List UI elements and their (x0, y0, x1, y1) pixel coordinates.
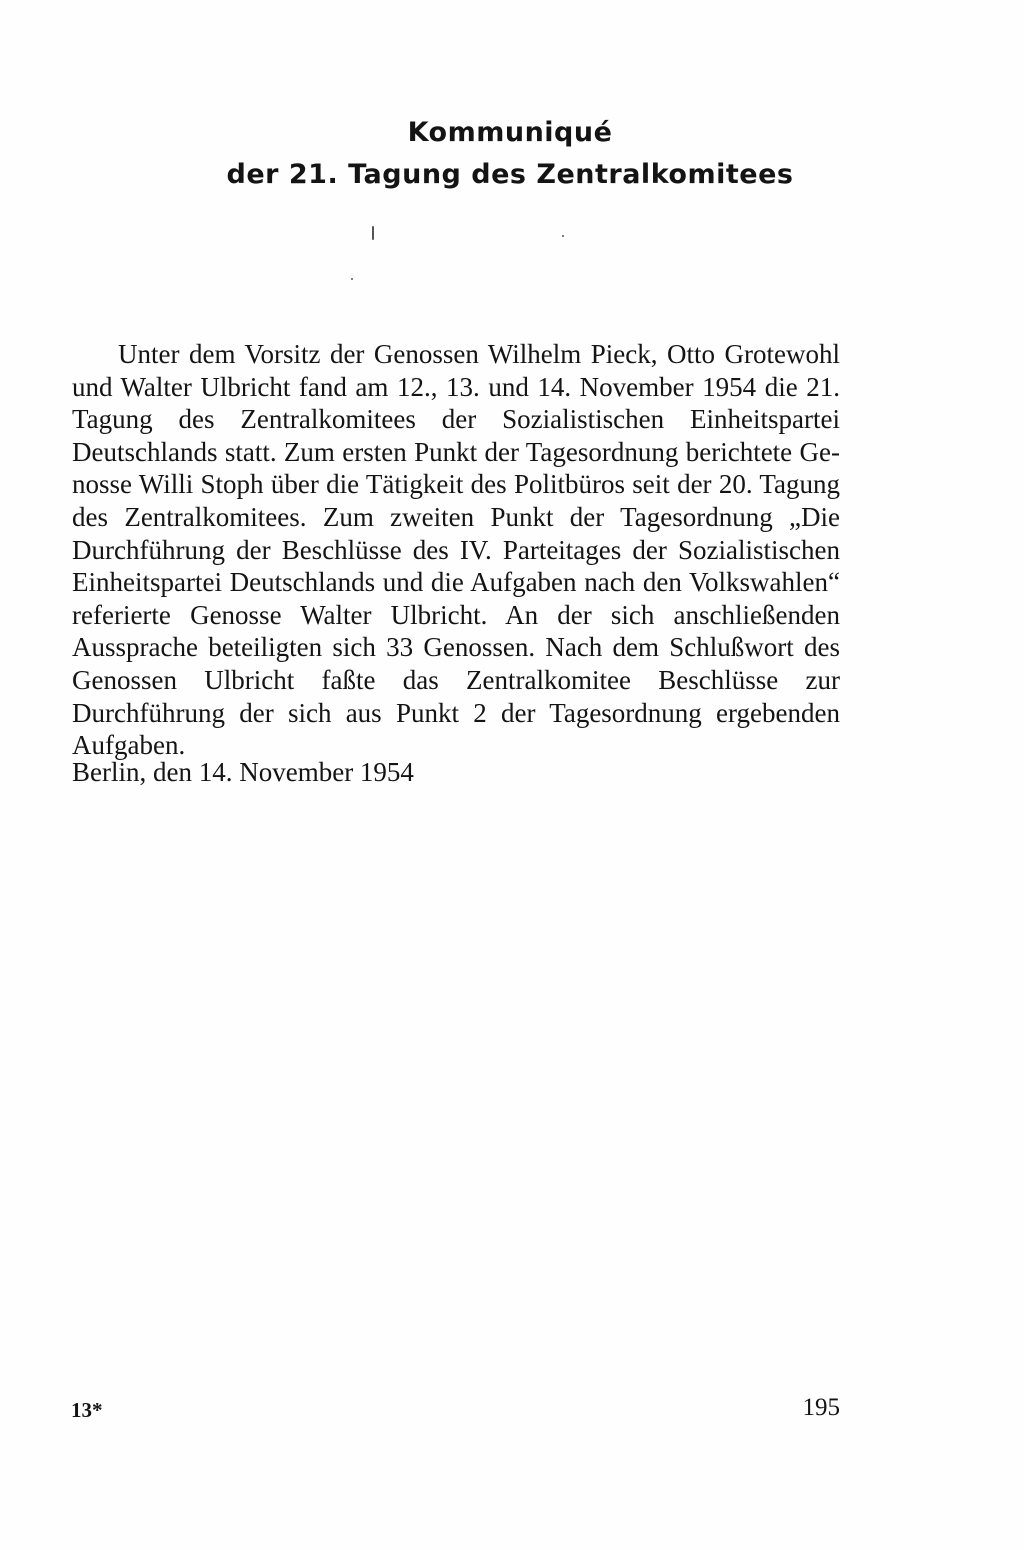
print-speck (351, 278, 353, 280)
title-line-1: Kommuniqué (407, 117, 613, 148)
document-title (150, 112, 870, 196)
print-speck (372, 226, 374, 240)
print-speck (562, 235, 564, 237)
signature-mark: 13* (71, 1398, 103, 1422)
page-number: 195 (802, 1394, 840, 1421)
body-paragraph: Unter dem Vorsitz der Genossen Wilhelm Pieck, Otto Grotewohl und Walter Ulbricht fand am 12., 13. und 14. November 1954 die 21. Tagung des Zentralkomitees der Sozialistischen Einheitspartei Deutschlands statt. Zum ersten Punkt der Tagesordnung berichtete Genosse Willi Stoph über die Tätigkeit des Politbüros seit der 20. Tagung des Zentralkomitees. Zum zweiten Punkt der Tagesordnung „Die Durchführung der Beschlüsse des IV. Parteitages der Sozialistischen Einheitspartei Deutschlands und die Aufgaben nach den Volkswahlen“ referierte Genosse Walter Ulbricht. An der sich anschließenden Aussprache beteiligten sich 33 Genossen. Nach dem Schlußwort des Genossen Ulbricht faßte das Zentralkomitee Beschlüsse zur Durchführung der sich aus Punkt 2 der Tagesordnung ergebenden Aufgaben. (72, 339, 840, 761)
title-line-2: der 21. Tagung des Zentralkomitees (226, 159, 794, 190)
dateline: Berlin, den 14. November 1954 (72, 757, 414, 787)
